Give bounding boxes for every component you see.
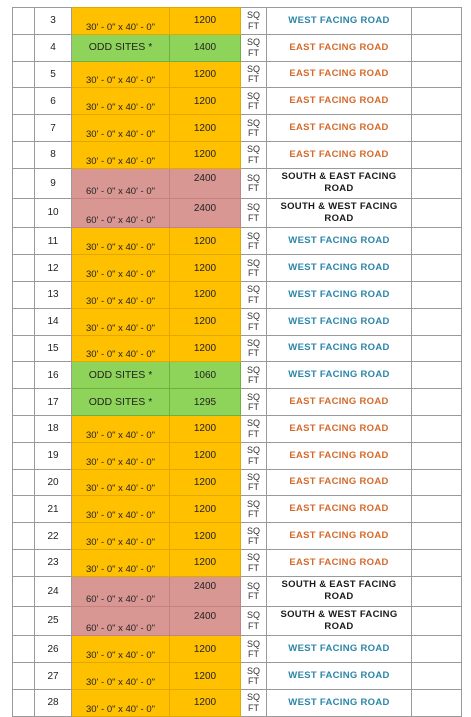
site-area: 1200 — [170, 663, 241, 690]
site-area: 1200 — [170, 523, 241, 550]
site-list-table — [12, 7, 462, 717]
site-area: 1200 — [170, 689, 241, 716]
table-row — [13, 281, 462, 308]
site-dimensions: 30' - 0" x 40' - 0" — [72, 689, 170, 716]
table-row — [13, 34, 462, 61]
blank-cell — [13, 88, 35, 115]
blank-cell — [412, 34, 462, 61]
blank-cell — [412, 606, 462, 636]
table-row — [13, 523, 462, 550]
site-area: 1400 — [170, 34, 241, 61]
unit-line-sq: SQ — [246, 364, 260, 375]
road-facing: EAST FACING ROAD — [267, 469, 412, 496]
site-dimensions: 60' - 0" x 40' - 0" — [72, 198, 170, 228]
site-number: 16 — [35, 362, 72, 389]
site-dimensions: 30' - 0" x 40' - 0" — [72, 115, 170, 142]
unit-line-ft: FT — [248, 428, 259, 439]
unit-line-ft: FT — [248, 183, 259, 194]
road-facing: SOUTH & WEST FACING ROAD — [267, 198, 412, 228]
site-number: 11 — [35, 228, 72, 255]
blank-cell — [412, 168, 462, 198]
site-area: 1200 — [170, 636, 241, 663]
site-dimensions: 30' - 0" x 40' - 0" — [72, 335, 170, 362]
road-facing: EAST FACING ROAD — [267, 389, 412, 416]
unit-line-ft: FT — [248, 348, 259, 359]
table-row — [13, 198, 462, 228]
road-facing: WEST FACING ROAD — [267, 8, 412, 35]
site-number: 20 — [35, 469, 72, 496]
site-dimensions: ODD SITES * — [72, 362, 170, 389]
blank-cell — [13, 115, 35, 142]
site-dimensions: 30' - 0" x 40' - 0" — [72, 549, 170, 576]
area-unit — [241, 496, 267, 523]
blank-cell — [412, 281, 462, 308]
road-facing: EAST FACING ROAD — [267, 141, 412, 168]
unit-line-ft: FT — [248, 402, 259, 413]
unit-line-sq: SQ — [246, 638, 260, 649]
area-unit — [241, 168, 267, 198]
site-number: 22 — [35, 523, 72, 550]
site-dimensions: 30' - 0" x 40' - 0" — [72, 281, 170, 308]
unit-line-ft: FT — [248, 649, 259, 660]
site-dimensions: 30' - 0" x 40' - 0" — [72, 663, 170, 690]
unit-line-ft: FT — [248, 536, 259, 547]
site-dimensions: 30' - 0" x 40' - 0" — [72, 228, 170, 255]
site-number: 5 — [35, 61, 72, 88]
area-unit — [241, 115, 267, 142]
unit-line-sq: SQ — [246, 284, 260, 295]
unit-line-ft: FT — [248, 101, 259, 112]
site-number: 4 — [35, 34, 72, 61]
road-facing: WEST FACING ROAD — [267, 308, 412, 335]
unit-line-sq: SQ — [246, 391, 260, 402]
blank-cell — [13, 576, 35, 606]
unit-line-ft: FT — [248, 620, 259, 631]
blank-cell — [13, 8, 35, 35]
site-area: 1060 — [170, 362, 241, 389]
site-dimensions: 30' - 0" x 40' - 0" — [72, 308, 170, 335]
road-facing: EAST FACING ROAD — [267, 549, 412, 576]
table-row — [13, 228, 462, 255]
blank-cell — [13, 362, 35, 389]
table-row — [13, 636, 462, 663]
road-facing: SOUTH & EAST FACING ROAD — [267, 168, 412, 198]
site-dimensions: 30' - 0" x 40' - 0" — [72, 469, 170, 496]
unit-line-sq: SQ — [246, 665, 260, 676]
unit-line-ft: FT — [248, 509, 259, 520]
blank-cell — [412, 415, 462, 442]
site-area: 1200 — [170, 115, 241, 142]
area-unit — [241, 198, 267, 228]
area-unit — [241, 689, 267, 716]
road-facing: WEST FACING ROAD — [267, 228, 412, 255]
unit-line-sq: SQ — [246, 498, 260, 509]
blank-cell — [412, 576, 462, 606]
unit-line-ft: FT — [248, 241, 259, 252]
site-area: 1200 — [170, 88, 241, 115]
road-facing: WEST FACING ROAD — [267, 281, 412, 308]
table-row — [13, 415, 462, 442]
site-number: 13 — [35, 281, 72, 308]
site-area: 1295 — [170, 389, 241, 416]
unit-line-sq: SQ — [246, 202, 260, 213]
unit-line-ft: FT — [248, 212, 259, 223]
area-unit — [241, 141, 267, 168]
site-dimensions: 60' - 0" x 40' - 0" — [72, 576, 170, 606]
blank-cell — [412, 362, 462, 389]
site-dimensions: 30' - 0" x 40' - 0" — [72, 496, 170, 523]
unit-line-sq: SQ — [246, 552, 260, 563]
area-unit — [241, 442, 267, 469]
area-unit — [241, 469, 267, 496]
blank-cell — [412, 308, 462, 335]
unit-line-ft: FT — [248, 294, 259, 305]
table-row — [13, 141, 462, 168]
blank-cell — [412, 636, 462, 663]
site-area: 1200 — [170, 469, 241, 496]
unit-line-ft: FT — [248, 268, 259, 279]
unit-line-ft: FT — [248, 702, 259, 713]
site-number: 23 — [35, 549, 72, 576]
site-area: 1200 — [170, 335, 241, 362]
unit-line-ft: FT — [248, 47, 259, 58]
site-number: 15 — [35, 335, 72, 362]
site-number: 6 — [35, 88, 72, 115]
area-unit — [241, 576, 267, 606]
site-area: 2400 — [170, 198, 241, 228]
blank-cell — [13, 198, 35, 228]
unit-line-sq: SQ — [246, 525, 260, 536]
road-facing: WEST FACING ROAD — [267, 335, 412, 362]
blank-cell — [13, 606, 35, 636]
table-row — [13, 8, 462, 35]
unit-line-sq: SQ — [246, 10, 260, 21]
site-dimensions: 30' - 0" x 40' - 0" — [72, 8, 170, 35]
table-row — [13, 88, 462, 115]
area-unit — [241, 663, 267, 690]
site-number: 19 — [35, 442, 72, 469]
site-dimensions: 30' - 0" x 40' - 0" — [72, 88, 170, 115]
site-dimensions: 30' - 0" x 40' - 0" — [72, 61, 170, 88]
area-unit — [241, 389, 267, 416]
table-row — [13, 389, 462, 416]
table-row — [13, 335, 462, 362]
unit-line-sq: SQ — [246, 418, 260, 429]
area-unit — [241, 415, 267, 442]
blank-cell — [13, 335, 35, 362]
road-facing: WEST FACING ROAD — [267, 663, 412, 690]
blank-cell — [412, 549, 462, 576]
table-row — [13, 255, 462, 282]
table-row — [13, 469, 462, 496]
area-unit — [241, 228, 267, 255]
unit-line-ft: FT — [248, 591, 259, 602]
area-unit — [241, 88, 267, 115]
blank-cell — [412, 389, 462, 416]
unit-line-sq: SQ — [246, 230, 260, 241]
blank-cell — [13, 636, 35, 663]
blank-cell — [13, 689, 35, 716]
blank-cell — [412, 335, 462, 362]
table-row — [13, 115, 462, 142]
blank-cell — [412, 523, 462, 550]
unit-line-sq: SQ — [246, 117, 260, 128]
site-dimensions: 30' - 0" x 40' - 0" — [72, 636, 170, 663]
road-facing: EAST FACING ROAD — [267, 88, 412, 115]
area-unit — [241, 362, 267, 389]
blank-cell — [13, 281, 35, 308]
unit-line-sq: SQ — [246, 90, 260, 101]
site-number: 24 — [35, 576, 72, 606]
site-number: 28 — [35, 689, 72, 716]
area-unit — [241, 606, 267, 636]
blank-cell — [13, 228, 35, 255]
site-number: 17 — [35, 389, 72, 416]
table-row — [13, 168, 462, 198]
site-area: 2400 — [170, 606, 241, 636]
site-area: 1200 — [170, 8, 241, 35]
site-number: 25 — [35, 606, 72, 636]
site-list-body — [13, 8, 462, 717]
unit-line-sq: SQ — [246, 580, 260, 591]
blank-cell — [13, 308, 35, 335]
site-area: 1200 — [170, 61, 241, 88]
table-row — [13, 549, 462, 576]
blank-cell — [412, 8, 462, 35]
site-number: 9 — [35, 168, 72, 198]
road-facing: SOUTH & EAST FACING ROAD — [267, 576, 412, 606]
site-number: 3 — [35, 8, 72, 35]
unit-line-ft: FT — [248, 375, 259, 386]
road-facing: EAST FACING ROAD — [267, 415, 412, 442]
area-unit — [241, 335, 267, 362]
site-dimensions: 30' - 0" x 40' - 0" — [72, 255, 170, 282]
unit-line-sq: SQ — [246, 63, 260, 74]
site-area: 2400 — [170, 576, 241, 606]
site-area: 1200 — [170, 308, 241, 335]
area-unit — [241, 549, 267, 576]
blank-cell — [412, 61, 462, 88]
blank-cell — [13, 141, 35, 168]
area-unit — [241, 8, 267, 35]
unit-line-sq: SQ — [246, 610, 260, 621]
table-row — [13, 362, 462, 389]
unit-line-ft: FT — [248, 455, 259, 466]
blank-cell — [412, 496, 462, 523]
site-dimensions: 60' - 0" x 40' - 0" — [72, 168, 170, 198]
site-number: 12 — [35, 255, 72, 282]
unit-line-ft: FT — [248, 20, 259, 31]
blank-cell — [13, 34, 35, 61]
unit-line-sq: SQ — [246, 445, 260, 456]
unit-line-sq: SQ — [246, 257, 260, 268]
blank-cell — [412, 141, 462, 168]
blank-cell — [412, 198, 462, 228]
road-facing: EAST FACING ROAD — [267, 61, 412, 88]
table-row — [13, 606, 462, 636]
unit-line-sq: SQ — [246, 172, 260, 183]
road-facing: EAST FACING ROAD — [267, 34, 412, 61]
site-area: 1200 — [170, 255, 241, 282]
road-facing: WEST FACING ROAD — [267, 636, 412, 663]
blank-cell — [412, 255, 462, 282]
table-row — [13, 308, 462, 335]
road-facing: EAST FACING ROAD — [267, 523, 412, 550]
unit-line-ft: FT — [248, 154, 259, 165]
blank-cell — [13, 496, 35, 523]
site-area: 2400 — [170, 168, 241, 198]
road-facing: WEST FACING ROAD — [267, 255, 412, 282]
site-area: 1200 — [170, 415, 241, 442]
blank-cell — [13, 549, 35, 576]
unit-line-sq: SQ — [246, 692, 260, 703]
unit-line-sq: SQ — [246, 311, 260, 322]
unit-line-ft: FT — [248, 482, 259, 493]
road-facing: EAST FACING ROAD — [267, 115, 412, 142]
blank-cell — [13, 469, 35, 496]
road-facing: EAST FACING ROAD — [267, 496, 412, 523]
area-unit — [241, 34, 267, 61]
blank-cell — [412, 115, 462, 142]
unit-line-ft: FT — [248, 321, 259, 332]
blank-cell — [13, 61, 35, 88]
site-area: 1200 — [170, 549, 241, 576]
unit-line-ft: FT — [248, 676, 259, 687]
blank-cell — [13, 415, 35, 442]
site-number: 7 — [35, 115, 72, 142]
site-area: 1200 — [170, 281, 241, 308]
unit-line-sq: SQ — [246, 37, 260, 48]
area-unit — [241, 281, 267, 308]
road-facing: WEST FACING ROAD — [267, 689, 412, 716]
road-facing: WEST FACING ROAD — [267, 362, 412, 389]
site-dimensions: 30' - 0" x 40' - 0" — [72, 415, 170, 442]
blank-cell — [13, 389, 35, 416]
road-facing: EAST FACING ROAD — [267, 442, 412, 469]
unit-line-ft: FT — [248, 562, 259, 573]
blank-cell — [412, 88, 462, 115]
site-number: 14 — [35, 308, 72, 335]
site-number: 18 — [35, 415, 72, 442]
site-number: 8 — [35, 141, 72, 168]
area-unit — [241, 61, 267, 88]
site-area: 1200 — [170, 496, 241, 523]
table-row — [13, 576, 462, 606]
table-row — [13, 61, 462, 88]
site-dimensions: 30' - 0" x 40' - 0" — [72, 523, 170, 550]
site-dimensions: ODD SITES * — [72, 34, 170, 61]
site-number: 26 — [35, 636, 72, 663]
unit-line-sq: SQ — [246, 471, 260, 482]
blank-cell — [412, 663, 462, 690]
table-row — [13, 663, 462, 690]
blank-cell — [412, 228, 462, 255]
table-row — [13, 442, 462, 469]
blank-cell — [13, 523, 35, 550]
blank-cell — [412, 689, 462, 716]
site-dimensions: ODD SITES * — [72, 389, 170, 416]
blank-cell — [13, 442, 35, 469]
area-unit — [241, 636, 267, 663]
unit-line-ft: FT — [248, 128, 259, 139]
blank-cell — [412, 442, 462, 469]
unit-line-ft: FT — [248, 74, 259, 85]
site-area: 1200 — [170, 228, 241, 255]
blank-cell — [412, 469, 462, 496]
site-area: 1200 — [170, 141, 241, 168]
table-row — [13, 496, 462, 523]
blank-cell — [13, 663, 35, 690]
site-number: 21 — [35, 496, 72, 523]
site-number: 27 — [35, 663, 72, 690]
unit-line-sq: SQ — [246, 144, 260, 155]
site-area: 1200 — [170, 442, 241, 469]
site-dimensions: 30' - 0" x 40' - 0" — [72, 442, 170, 469]
site-dimensions: 30' - 0" x 40' - 0" — [72, 141, 170, 168]
unit-line-sq: SQ — [246, 337, 260, 348]
area-unit — [241, 523, 267, 550]
site-dimensions: 60' - 0" x 40' - 0" — [72, 606, 170, 636]
blank-cell — [13, 255, 35, 282]
table-row — [13, 689, 462, 716]
site-number: 10 — [35, 198, 72, 228]
area-unit — [241, 308, 267, 335]
blank-cell — [13, 168, 35, 198]
area-unit — [241, 255, 267, 282]
road-facing: SOUTH & WEST FACING ROAD — [267, 606, 412, 636]
